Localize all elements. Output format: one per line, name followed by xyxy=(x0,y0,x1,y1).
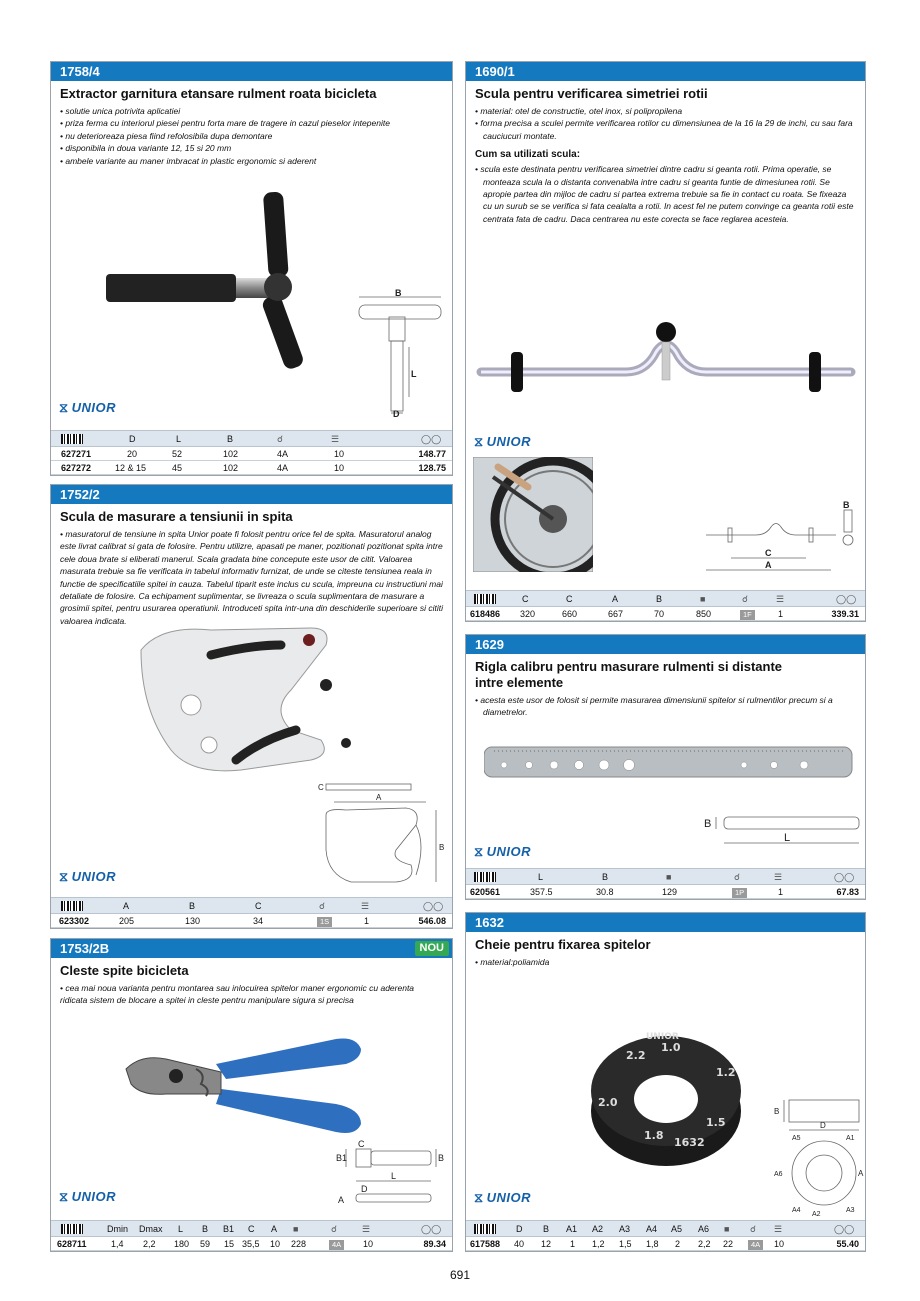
unior-logo-icon: ⧖ xyxy=(474,1190,484,1205)
cell: 850 xyxy=(696,609,712,619)
cell: 102 xyxy=(223,449,239,459)
col-header: A xyxy=(123,901,130,911)
price: 89.34 xyxy=(423,1239,446,1249)
cell: 2 xyxy=(675,1239,681,1249)
cell: 35,5 xyxy=(242,1239,260,1249)
tool-mark: 2.2 xyxy=(626,1049,646,1062)
quantity-icon: ☰ xyxy=(776,594,785,604)
spec-table xyxy=(51,430,452,475)
packaging-badge: 1S xyxy=(317,917,332,927)
caliper-rule-image xyxy=(484,745,854,780)
product-title: Extractor garnitura etansare rulment roata bicicleta xyxy=(60,86,377,101)
price: 148.77 xyxy=(418,449,446,459)
spec-table xyxy=(466,590,865,621)
price-icon: ◯◯ xyxy=(836,594,857,604)
product-card-1753 xyxy=(50,938,453,1252)
dimension-drawing xyxy=(316,780,446,890)
brand-logo xyxy=(474,434,531,450)
barcode-icon xyxy=(61,434,83,446)
usage-list xyxy=(466,163,865,225)
barcode-icon xyxy=(61,901,83,913)
feature-item: • material: otel de constructie, otel inox, si polipropilena xyxy=(475,106,683,116)
dim-label-b: B xyxy=(439,843,445,852)
dim-label-a: A xyxy=(858,1169,864,1178)
dim-label-d: D xyxy=(361,1184,368,1194)
dim-label-c: C xyxy=(318,783,324,792)
tool-mark: 2.0 xyxy=(598,1096,618,1109)
spec-header xyxy=(51,1220,452,1237)
feature-item: • material:poliamida xyxy=(475,957,550,967)
tool-mark: 1.8 xyxy=(644,1129,664,1142)
dim-label-b1: B1 xyxy=(336,1153,348,1163)
cell: 180 xyxy=(174,1239,190,1249)
product-card-1758 xyxy=(50,61,453,476)
weight-icon: ◯◯ xyxy=(421,434,442,444)
unior-logo-icon: ⧖ xyxy=(59,869,69,884)
cell: 4A xyxy=(277,449,289,459)
col-header: A xyxy=(271,1224,278,1234)
feature-list xyxy=(466,105,865,142)
brand-name: UNIOR xyxy=(486,844,532,859)
product-title: Cleste spite bicicleta xyxy=(60,963,189,978)
spoke-key-image xyxy=(586,1021,746,1171)
feature-item: • forma precisa a sculei permite verificarea rotilor cu dimensiunea de la 16 la 29 de inchi, cu sau fara cauciucuri montate. xyxy=(475,118,853,141)
dimension-drawing xyxy=(701,500,861,575)
dim-label-l: L xyxy=(784,832,791,844)
brand-name: UNIOR xyxy=(71,1189,117,1204)
barcode-icon xyxy=(474,1224,496,1236)
cell: 10 xyxy=(270,1239,281,1249)
feature-list xyxy=(466,956,865,968)
spec-table xyxy=(51,1220,452,1251)
weight-kg-icon: ■ xyxy=(724,1224,730,1234)
dim-label-a1: A1 xyxy=(846,1135,855,1142)
brand-name: UNIOR xyxy=(71,869,117,884)
cell: 129 xyxy=(662,887,678,897)
cell: 667 xyxy=(608,609,624,619)
cell: 660 xyxy=(562,609,578,619)
product-description: • cea mai noua varianta pentru montarea sau inlocuirea spitelor maner ergonomic cu aderenta ridicata sistem de blocare a spitei in cleste pentru manipulare sigura si precisa xyxy=(60,983,415,1006)
col-header: C xyxy=(255,901,262,911)
col-header: B xyxy=(602,872,609,882)
dimension-drawing xyxy=(704,805,864,850)
tool-mark: 1.2 xyxy=(716,1066,736,1079)
col-header: A3 xyxy=(619,1224,631,1234)
feature-list xyxy=(51,105,452,167)
brand-name: UNIOR xyxy=(486,434,532,449)
price: 546.08 xyxy=(418,916,446,926)
cell: 1,5 xyxy=(619,1239,632,1249)
packaging-badge: 4A xyxy=(329,1240,344,1250)
dim-label-b: B xyxy=(774,1107,780,1116)
weight-kg-icon: ■ xyxy=(293,1224,299,1234)
product-code: 1632 xyxy=(466,913,865,932)
packaging-badge: 1F xyxy=(740,610,755,620)
product-card-1629 xyxy=(465,634,866,900)
spec-header xyxy=(51,430,452,447)
packaging-icon: ☌ xyxy=(734,872,741,882)
cell: 45 xyxy=(172,463,183,473)
cell: 130 xyxy=(185,916,201,926)
dimension-drawing xyxy=(774,1098,864,1218)
col-header: L xyxy=(538,872,544,882)
product-code: 1690/1 xyxy=(466,62,865,81)
col-header: B xyxy=(227,434,234,444)
col-header: A xyxy=(612,594,619,604)
cell: 12 xyxy=(541,1239,552,1249)
cell: 1 xyxy=(570,1239,576,1249)
cell: 15 xyxy=(224,1239,235,1249)
col-header: B xyxy=(543,1224,550,1234)
brand-name: UNIOR xyxy=(486,1190,532,1205)
price-icon: ◯◯ xyxy=(423,901,444,911)
cell: 10 xyxy=(334,463,345,473)
price-icon: ◯◯ xyxy=(421,1224,442,1234)
unior-logo-icon: ⧖ xyxy=(474,844,484,859)
article-number: 620561 xyxy=(470,887,501,897)
quantity-icon: ☰ xyxy=(774,872,783,882)
spec-header xyxy=(466,868,865,885)
product-description: • masuratorul de tensiune in spita Unior poate fi folosit pentru orice fel de spita. Masuratorul analog este livrat calibrat si gata de folosire. Pentru utilizre, apasati pe maner, pozitionati pozitionat spita intre cele doua brate si eliberati manerul. Scala gradata bine concepute este usor de citit. Valoarea masurata trebuie sa fie verificata in tabelul informativ furnizat, de unde se citeste tensiunea reala in functie de specificatiile spitei in cauza. Tabelul tiparit este inclus cu scula, impreuna cu instructiuni mai detaliate de folosire. Ca echipament suplimentar, se livreaza o scula suplimentara de masurare a grosimii spitei, pentru usurarea operatiunii. Introduceti spita intr-una din deschiderile superioare si cititi valoarea indicata. xyxy=(60,529,444,626)
dim-label-l: L xyxy=(411,369,417,379)
price: 67.83 xyxy=(836,887,859,897)
quantity-icon: ☰ xyxy=(331,434,340,444)
product-code-text: 1753/2B xyxy=(60,941,110,956)
article-number: 627272 xyxy=(61,463,92,473)
col-header: C xyxy=(522,594,529,604)
dim-label-b: B xyxy=(704,818,712,830)
tool-mark: 1632 xyxy=(674,1136,705,1149)
cell: 205 xyxy=(119,916,135,926)
feature-item: • acesta este usor de folosit si permite masurarea dimensiunii spitelor si rulmentilor precum si a diametrelor. xyxy=(475,695,833,718)
usage-item: • scula este destinata pentru verificarea simetriei dintre cadru si geanta rotii. Prima operatie, se monteaza scula la o distanta convenabila intre cadru si geanta funtie de dimesiunea rotii. Se apropie partea din mijloc de cadru si partea extrema trebuie sa fie in contact cu roata. Se fixeaza cu un surub se se verifica si fata cealalta a rotii. In acest fel ne putem convinge ca geanta rotii este centrata fata de cadru. Daca centrarea nu este corecta se face reglarea acesteia. xyxy=(475,164,854,224)
packaging-icon: ☌ xyxy=(277,434,284,444)
cell: 2,2 xyxy=(698,1239,711,1249)
packaging-badge: 1P xyxy=(732,888,747,898)
spoke-tension-meter-image xyxy=(131,620,361,780)
dim-label-a3: A3 xyxy=(846,1207,855,1214)
cell: 52 xyxy=(172,449,183,459)
cell-badge xyxy=(748,1239,763,1250)
price: 128.75 xyxy=(418,463,446,473)
cell: 1,4 xyxy=(111,1239,124,1249)
col-header: Dmax xyxy=(139,1224,163,1234)
brand-logo xyxy=(59,869,116,885)
dim-label-b: B xyxy=(395,288,402,298)
col-header: C xyxy=(248,1224,255,1234)
col-header: B xyxy=(202,1224,209,1234)
weight-kg-icon: ■ xyxy=(666,872,672,882)
feature-list xyxy=(466,694,865,719)
cell: 10 xyxy=(334,449,345,459)
seal-extractor-image xyxy=(106,187,316,372)
usage-photo xyxy=(473,457,593,572)
product-card-1632 xyxy=(465,912,866,1252)
product-title: Cheie pentru fixarea spitelor xyxy=(475,937,651,952)
dim-label-c: C xyxy=(358,1139,365,1149)
table-row xyxy=(466,607,865,621)
quantity-icon: ☰ xyxy=(361,901,370,911)
cell: 20 xyxy=(127,449,138,459)
feature-item: • nu deterioreaza piesa fiind refolosibila dupa demontare xyxy=(60,130,273,141)
dim-label-c: C xyxy=(765,548,772,558)
spec-header xyxy=(51,897,452,914)
price-icon: ◯◯ xyxy=(834,872,855,882)
barcode-icon xyxy=(474,594,496,606)
product-code: 1629 xyxy=(466,635,865,654)
col-header: B xyxy=(189,901,196,911)
dim-label-l: L xyxy=(391,1171,397,1181)
cell: 4A xyxy=(277,463,289,473)
price: 339.31 xyxy=(831,609,859,619)
brand-logo xyxy=(59,400,116,416)
product-code xyxy=(51,939,452,958)
col-header: A5 xyxy=(671,1224,683,1234)
col-header: D xyxy=(516,1224,523,1234)
barcode-icon xyxy=(61,1224,83,1236)
feature-item: • priza ferma cu interiorul piesei pentru forta mare de tragere in cazul pieselor intepenite xyxy=(60,118,390,129)
barcode-icon xyxy=(474,872,496,884)
cell: 10 xyxy=(774,1239,785,1249)
brand-logo xyxy=(474,1190,531,1206)
product-title: Rigla calibru pentru masurare rulmenti si distante intre elemente xyxy=(475,659,783,690)
price-icon: ◯◯ xyxy=(834,1224,855,1234)
packaging-icon: ☌ xyxy=(742,594,749,604)
cell: 40 xyxy=(514,1239,525,1249)
article-number: 618486 xyxy=(470,609,501,619)
table-row xyxy=(466,885,865,899)
page-number: 691 xyxy=(449,1268,471,1282)
cell: 12 & 15 xyxy=(115,463,147,473)
price: 55.40 xyxy=(836,1239,859,1249)
cell: 34 xyxy=(253,916,264,926)
unior-logo-icon: ⧖ xyxy=(59,400,69,415)
product-code: 1758/4 xyxy=(51,62,452,81)
cell: 1 xyxy=(778,609,784,619)
col-header: L xyxy=(178,1224,184,1234)
wheel-alignment-tool-image xyxy=(476,317,856,407)
cell: 22 xyxy=(723,1239,734,1249)
cell: 228 xyxy=(291,1239,307,1249)
usage-heading: Cum sa utilizati scula: xyxy=(475,149,581,161)
cell: 357.5 xyxy=(530,887,553,897)
cell: 1 xyxy=(364,916,370,926)
col-header: A1 xyxy=(566,1224,578,1234)
dim-label-a6: A6 xyxy=(774,1171,783,1178)
unior-logo-icon: ⧖ xyxy=(59,1189,69,1204)
col-header: C xyxy=(566,594,573,604)
quantity-icon: ☰ xyxy=(362,1224,371,1234)
col-header: L xyxy=(176,434,182,444)
col-header: B1 xyxy=(223,1224,235,1234)
brand-logo xyxy=(59,1189,116,1205)
spec-table xyxy=(466,1220,865,1251)
cell: 2,2 xyxy=(143,1239,156,1249)
table-row xyxy=(51,1237,452,1251)
article-number: 617588 xyxy=(470,1239,501,1249)
cell: 320 xyxy=(520,609,536,619)
table-row xyxy=(466,1237,865,1251)
spoke-pliers-image xyxy=(121,1024,381,1144)
article-number: 627271 xyxy=(61,449,92,459)
tool-brand: UNIOR xyxy=(646,1032,679,1042)
dim-label-d: D xyxy=(820,1121,826,1130)
dim-label-b: B xyxy=(843,500,850,510)
new-badge: NOU xyxy=(415,941,449,956)
col-header: B xyxy=(656,594,663,604)
cell: 10 xyxy=(363,1239,374,1249)
packaging-icon: ☌ xyxy=(331,1224,338,1234)
cell-badge xyxy=(732,887,747,898)
col-header: Dmin xyxy=(107,1224,129,1234)
feature-item: • disponibila in doua variante 12, 15 si 20 mm xyxy=(60,143,232,154)
cell-badge xyxy=(317,916,332,927)
table-row xyxy=(51,461,452,475)
packaging-badge: 4A xyxy=(748,1240,763,1250)
cell: 1 xyxy=(778,887,784,897)
cell-badge xyxy=(329,1239,344,1250)
col-header: A6 xyxy=(698,1224,710,1234)
dim-label-a2: A2 xyxy=(812,1211,821,1218)
col-header: A4 xyxy=(646,1224,658,1234)
dim-label-a5: A5 xyxy=(792,1135,801,1142)
spec-header xyxy=(466,1220,865,1237)
article-number: 628711 xyxy=(57,1239,87,1249)
product-title: Scula de masurare a tensiunii in spita xyxy=(60,509,293,524)
dim-label-d: D xyxy=(393,409,400,417)
product-card-1752 xyxy=(50,484,453,929)
table-row xyxy=(51,447,452,461)
spec-table xyxy=(51,897,452,928)
feature-item: • ambele variante au maner imbracat in plastic ergonomic si aderent xyxy=(60,155,317,166)
dim-label-a: A xyxy=(338,1195,345,1205)
cell: 102 xyxy=(223,463,239,473)
article-number: 623302 xyxy=(59,916,90,926)
dim-label-a: A xyxy=(376,793,382,802)
col-header: A2 xyxy=(592,1224,604,1234)
tool-mark: 1.5 xyxy=(706,1116,726,1129)
tool-mark: 1.0 xyxy=(661,1041,681,1054)
brand-name: UNIOR xyxy=(71,400,117,415)
dimension-drawing xyxy=(336,1139,451,1211)
feature-item: • solutie unica potrivita aplicatiei xyxy=(60,106,181,116)
product-title: Scula pentru verificarea simetriei rotii xyxy=(475,86,708,101)
cell: 70 xyxy=(654,609,665,619)
cell-badge xyxy=(740,609,755,620)
col-header: D xyxy=(129,434,136,444)
packaging-icon: ☌ xyxy=(319,901,326,911)
dimension-drawing xyxy=(353,287,448,417)
unior-logo-icon: ⧖ xyxy=(474,434,484,449)
dim-label-a: A xyxy=(765,560,772,570)
dim-label-a4: A4 xyxy=(792,1207,801,1214)
cell: 30.8 xyxy=(596,887,614,897)
table-row xyxy=(51,914,452,928)
cell: 1,2 xyxy=(592,1239,605,1249)
spec-header xyxy=(466,590,865,607)
weight-kg-icon: ■ xyxy=(700,594,706,604)
product-code: 1752/2 xyxy=(51,485,452,504)
quantity-icon: ☰ xyxy=(774,1224,783,1234)
spec-table xyxy=(466,868,865,899)
cell: 1,8 xyxy=(646,1239,659,1249)
brand-logo xyxy=(474,844,531,860)
product-card-1690 xyxy=(465,61,866,622)
packaging-icon: ☌ xyxy=(750,1224,757,1234)
cell: 59 xyxy=(200,1239,211,1249)
dim-label-b: B xyxy=(438,1153,445,1163)
